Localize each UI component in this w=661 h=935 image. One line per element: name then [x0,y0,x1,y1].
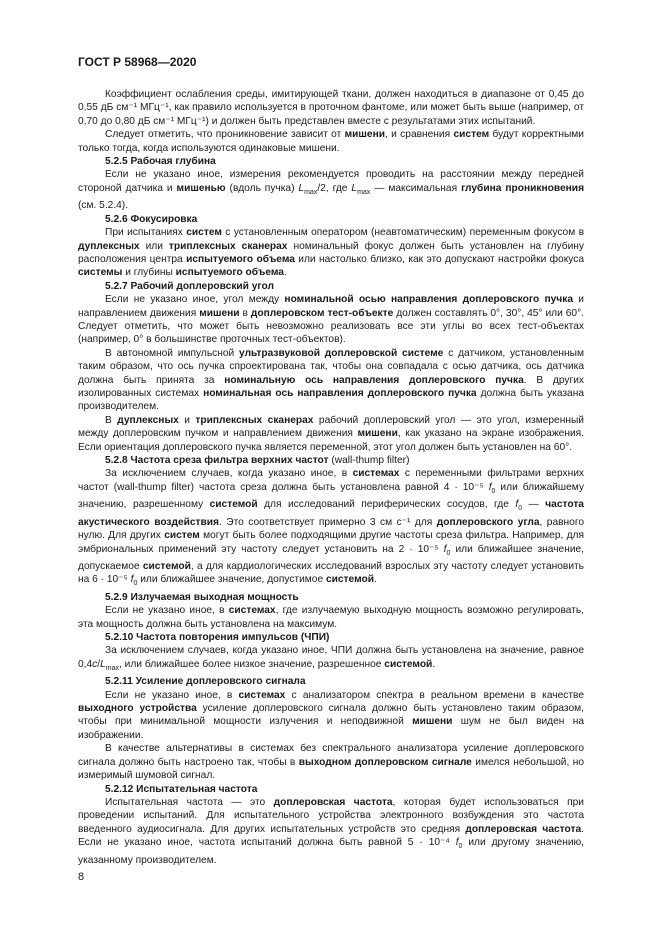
paragraph-5-2-12: Испытательная частота — это доплеровская частота, которая будет использоваться при проведении испытаний. Для испытательного устройства электронного возбуждения это частота введенного аудиосигнала. Для других испытательных устройств это средняя доплеровская частота. Если не указано иное, частота испытаний должна быть равной 5 · 10⁻⁴ $f_0$ или другому значению, указанному производителем. [78,796,584,866]
heading-5-2-9: 5.2.9 Излучаемая выходная мощность [105,591,299,603]
paragraph-5-2-9: Если не указано иное, в системах, где излучаемую выходную мощность возможно регулировать, эта мощность должна быть установлена на максимум. [78,605,585,630]
paragraph-5-2-10: За исключением случаев, когда указано иное, ЧПИ должна быть установлена на значение, равное $0,4c/L_{max}$, или ближайшее более низкое значение, разрешенное системой. [78,645,584,672]
paragraph-5-2-5: Если не указано иное, измерения рекомендуется проводить на расстоянии между передней стороной датчика и мишенью (вдоль пучка) $L_{max}/2$, где $L_{max}$ — максимальная глубина проникновения (см. 5.2.4). [78,169,585,212]
paragraph-5-2-7-b: В автономной импульсной ультразвуковой доплеровской системе с датчиком, установленным таким образом, что ось пучка спроектирована так, чтобы она совпадала с осью датчика, ось датчика должна быть принята за номинальную ось направления доплеровского пучка. В других изолированных системах номинальная ось направления доплеровского пучка должна быть указана производителем. [78,347,585,413]
paragraph-penetration-note: Следует отметить, что проникновение зависит от мишени, и сравнения систем будут корректными только тогда, когда используются одинаковые мишени. [78,129,584,154]
paragraph-5-2-11-b: В качестве альтернативы в системах без спектрального анализатора усиление доплеровского сигнала должно быть настроено так, чтобы в выходном доплеровском сигнале имелся небольшой, но измеримый шумовой сигнал. [78,743,584,782]
paragraph-5-2-8: За исключением случаев, когда указано иное, в системах с переменными фильтрами верхних частот (wall-thump filter) частота среза должна быть установлена равной 4 · 10⁻⁵ $f_0$ или ближайшему значению, разрешенному системой для исследований периферических сосудов, где $f_0$ — частота акустического воздействия. Это соответствует примерно 3 см с⁻¹ для доплеровского угла, равного нулю. Для других систем могут быть более подходящими другие частоты среза фильтра. Например, для эмбриональных применений эту частоту следует установить на 2 · 10⁻⁵ $f_0$ или ближайшее значение, допускаемое системой, а для кардиологических исследований взрослых эту частоту следует установить на 6 · 10⁻⁵ $f_0$ или ближайшее значение, допустимое системой. [78,468,585,588]
paragraph-attenuation: Коэффициент ослабления среды, имитирующей ткани, должен находиться в диапазоне от 0,45 до 0,55 дБ см⁻¹ МГц⁻¹, как правило используется в проточном фантоме, или может быть выше (например, от 0,70 до 0,80 дБ см⁻¹ МГц⁻¹) и должен быть представлен вместе с результатами этих испытаний. [78,89,584,127]
document-body [78,88,584,867]
heading-5-2-10: 5.2.10 Частота повторения импульсов (ЧПИ) [105,632,330,643]
document-header: ГОСТ Р 58968—2020 [78,55,197,69]
paragraph-5-2-7-a: Если не указано иное, угол между номинальной осью направления доплеровского пучка и направлением движения мишени в доплеровском тест-объекте должен составлять 0°, 30°, 45° или 60°. Следует отметить, что может быть невозможно реализовать все эти углы во всех тест-объектах (например, 0° в большинстве проточных тест-объектов). [78,294,585,346]
paragraph-5-2-11-a: Если не указано иное, в системах с анализатором спектра в реальном времени в качестве выходного устройства усиление доплеровского сигнала должно быть установлено таким образом, чтобы при минимальной мощности излучения и неподвижной мишени шум не был виден на изображении. [78,689,584,741]
page-number: 8 [78,871,85,883]
heading-5-2-6: 5.2.6 Фокусировка [105,213,198,225]
heading-5-2-7: 5.2.7 Рабочий доплеровский угол [105,280,274,292]
heading-5-2-11: 5.2.11 Усиление доплеровского сигнала [105,676,306,688]
heading-5-2-8: 5.2.8 Частота среза фильтра верхних частот (wall-thump filter) [105,455,410,466]
heading-5-2-12: 5.2.12 Испытательная частота [105,783,258,795]
paragraph-5-2-6: При испытаниях систем с установленным оператором (неавтоматическим) переменным фокусом в дуплексных или триплексных сканерах номинальный фокус должен быть установлен на глубину расположения центра испытуемого объема или настолько близко, как это допускают настройки фокуса системы и глубины испытуемого объема. [78,227,585,279]
heading-5-2-5: 5.2.5 Рабочая глубина [105,156,216,168]
paragraph-5-2-7-c: В дуплексных и триплексных сканерах рабочий доплеровский угол — это угол, измеренный между доплеровским пучком и направлением движения мишени, как указано на экране изображения. Если ориентация доплеровского пучка является переменной, этот угол должен быть установлен на 60°. [78,414,584,453]
